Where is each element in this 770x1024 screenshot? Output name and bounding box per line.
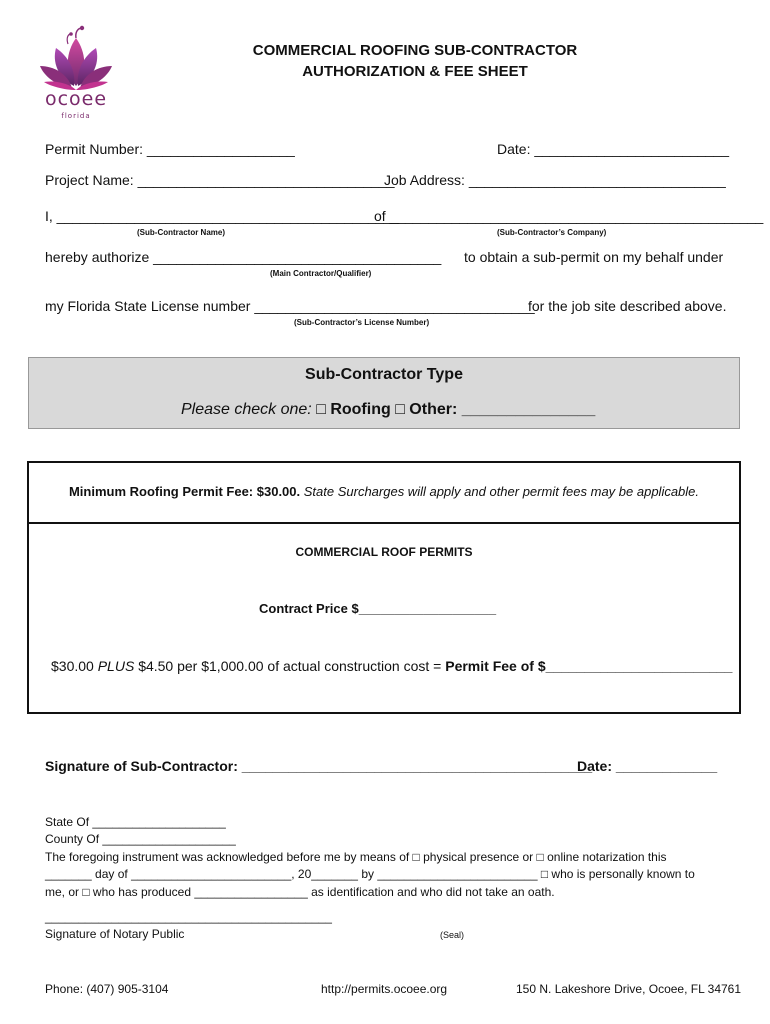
sub-contractor-name-caption: (Sub-Contractor Name) <box>137 228 226 237</box>
contract-price-field[interactable]: Contract Price $___________________ <box>259 601 497 616</box>
minimum-fee-row <box>29 484 739 499</box>
lotus-flower-icon <box>38 22 114 92</box>
main-contractor-caption: (Main Contractor/Qualifier) <box>270 269 372 278</box>
fee-box-divider <box>29 522 739 524</box>
notary-signature-label: Signature of Notary Public <box>45 927 185 941</box>
authorize-text: to obtain a sub-permit on my behalf under <box>464 249 724 265</box>
commercial-roof-permits-heading: COMMERCIAL ROOF PERMITS <box>295 545 473 559</box>
notary-statement-line-2: _______ day of ________________________, 20_______ by ________________________ □ who is personally known to <box>45 867 695 881</box>
permit-fee-formula <box>51 658 732 674</box>
notary-signature-line[interactable]: ___________________________________________ <box>45 910 332 924</box>
surcharge-note: State Surcharges will apply and other permit fees may be applicable. <box>303 484 700 499</box>
sub-contractor-type-box <box>28 357 740 429</box>
notary-statement-line-1: The foregoing instrument was acknowledged before me by means of □ physical presence or □ online notarization this <box>45 850 667 864</box>
footer-phone: Phone: (407) 905-3104 <box>45 982 169 996</box>
type-choice-row <box>181 401 595 419</box>
minimum-fee-text: Minimum Roofing Permit Fee: $30.00. <box>68 484 301 499</box>
license-text: for the job site described above. <box>528 298 727 314</box>
ocoee-logo <box>38 22 146 122</box>
state-of-field[interactable]: State Of ____________________ <box>45 815 226 829</box>
formula-plus: PLUS <box>97 658 135 674</box>
sub-contractor-name-field[interactable]: I, ____________________________________________ <box>45 208 400 224</box>
roofing-checkbox[interactable]: □ Roofing <box>316 401 391 418</box>
main-contractor-field[interactable]: hereby authorize _____________________________________ <box>45 249 442 265</box>
formula-middle: $4.50 per $1,000.00 of actual construction cost = <box>138 658 442 674</box>
logo-subtitle: florida <box>61 112 91 120</box>
county-of-field[interactable]: County Of ____________________ <box>45 832 236 846</box>
project-name-field[interactable]: Project Name: _________________________________ <box>45 172 395 188</box>
date-field[interactable]: Date: _________________________ <box>497 141 730 157</box>
license-number-caption: (Sub-Contractor’s License Number) <box>294 318 430 327</box>
page-title <box>230 40 600 82</box>
other-checkbox[interactable]: □ Other: _______________ <box>395 401 596 418</box>
type-prompt: Please check one: <box>181 401 312 418</box>
title-line-2: AUTHORIZATION & FEE SHEET <box>302 63 528 80</box>
permit-number-field[interactable]: Permit Number: ___________________ <box>45 141 295 157</box>
footer-address: 150 N. Lakeshore Drive, Ocoee, FL 34761 <box>516 982 742 996</box>
sub-contractor-company-field[interactable]: of ________________________________________________ <box>374 208 764 224</box>
job-address-field[interactable]: Job Address: _________________________________ <box>384 172 726 188</box>
seal-label: (Seal) <box>440 930 465 940</box>
sub-contractor-type-heading: Sub-Contractor Type <box>305 366 463 383</box>
notary-statement-line-3: me, or □ who has produced _________________ as identification and who did not take an oath. <box>45 885 555 899</box>
permit-fee-field[interactable]: Permit Fee of $________________________ <box>445 658 733 674</box>
license-number-field[interactable]: my Florida State License number ____________________________________ <box>45 298 535 314</box>
sub-contractor-signature-field[interactable]: Signature of Sub-Contractor: _____________________________________________ <box>45 758 593 774</box>
title-line-1: COMMERCIAL ROOFING SUB-CONTRACTOR <box>252 42 578 59</box>
footer-url[interactable]: http://permits.ocoee.org <box>321 982 448 996</box>
signature-date-field[interactable]: Date: _____________ <box>577 758 718 774</box>
permit-fee-box <box>27 461 741 714</box>
sub-contractor-company-caption: (Sub-Contractor’s Company) <box>497 228 607 237</box>
formula-base: $30.00 <box>51 658 94 674</box>
logo-wordmark: ocoee <box>44 88 108 110</box>
